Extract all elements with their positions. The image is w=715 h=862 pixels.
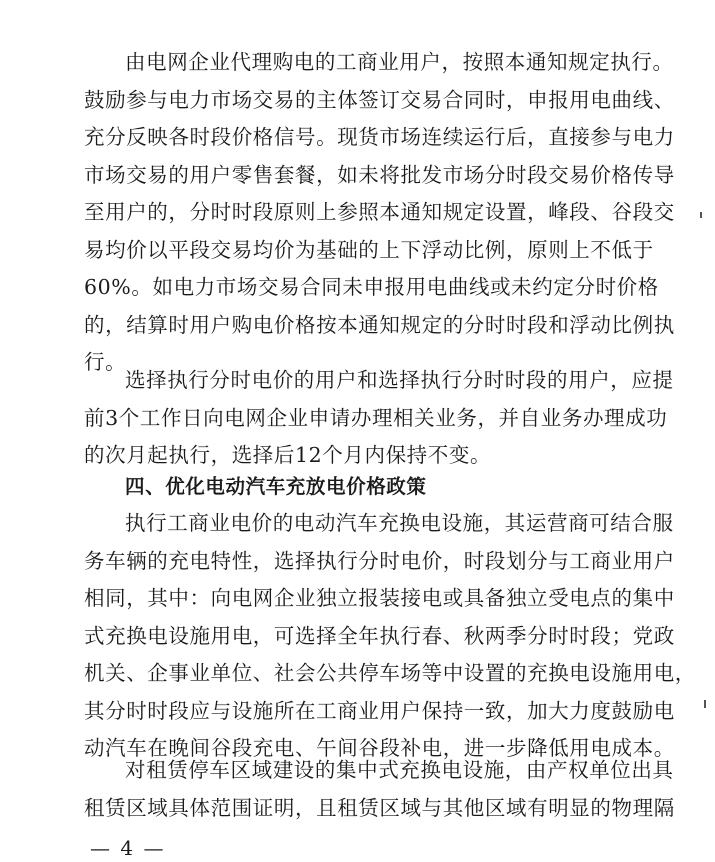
- text-line: 由电网企业代理购电的工商业用户，按照本通知规定执行。: [125, 50, 674, 74]
- paragraph-2: [84, 362, 674, 475]
- text-line: 机关、企事业单位、社会公共停车场等中设置的充换电设施用电，: [84, 661, 696, 685]
- text-line: 务车辆的充电特性，选择执行分时电价，时段划分与工商业用户: [84, 548, 675, 573]
- text-line: 选择执行分时电价的用户和选择执行分时时段的用户，应提: [125, 368, 674, 392]
- text-line: 对租赁停车区域建设的集中式充换电设施，由产权单位出具: [125, 758, 674, 782]
- text-line: 租赁区域具体范围证明，且租赁区域与其他区域有明显的物理隔: [84, 795, 675, 820]
- text-line: 相同，其中：向电网企业独立报装接电或具备独立受电点的集中: [84, 586, 675, 610]
- text-line: 易均价以平段交易均价为基础的上下浮动比例，原则上不低于: [84, 237, 654, 262]
- text-line: 充分反映各时段价格信号。现货市场连续运行后，直接参与电力: [84, 125, 675, 149]
- text-line: 的次月起执行，选择后12个月内保持不变。: [84, 443, 492, 467]
- text-line: 动汽车在晚间谷段充电、午间谷段补电，进一步降低用电成本。: [84, 736, 675, 760]
- text-line: 鼓励参与电力市场交易的主体签订交易合同时，申报用电曲线、: [84, 87, 675, 112]
- paragraph-1: [84, 44, 675, 382]
- page-number: — 4 —: [90, 836, 166, 860]
- text-line: 行。: [84, 350, 127, 374]
- text-line: 执行工商业电价的电动汽车充换电设施，其运营商可结合服: [125, 511, 674, 535]
- text-line: 市场交易的用户零售套餐，如未将批发市场分时段交易价格传导: [84, 162, 675, 187]
- text-line: 前3个工作日向电网企业申请办理相关业务，并自业务办理成功: [84, 405, 668, 430]
- section-heading: 四、优化电动汽车充放电价格政策: [125, 475, 427, 498]
- text-line: 至用户的，分时时段原则上参照本通知规定设置，峰段、谷段交: [84, 200, 675, 224]
- text-line: 60%。如电力市场交易合同未申报用电曲线或未约定分时价格: [84, 275, 659, 299]
- paragraph-3: [84, 505, 696, 768]
- text-line: 的，结算时用户购电价格按本通知规定的分时时段和浮动比例执: [84, 312, 675, 337]
- text-line: 式充换电设施用电，可选择全年执行春、秋两季分时时段；党政: [84, 623, 675, 648]
- text-line: 其分时时段应与设施所在工商业用户保持一致，加大力度鼓励电: [84, 698, 675, 723]
- scan-mark: [704, 700, 706, 708]
- scan-mark: [700, 212, 702, 218]
- paragraph-4: [84, 752, 675, 827]
